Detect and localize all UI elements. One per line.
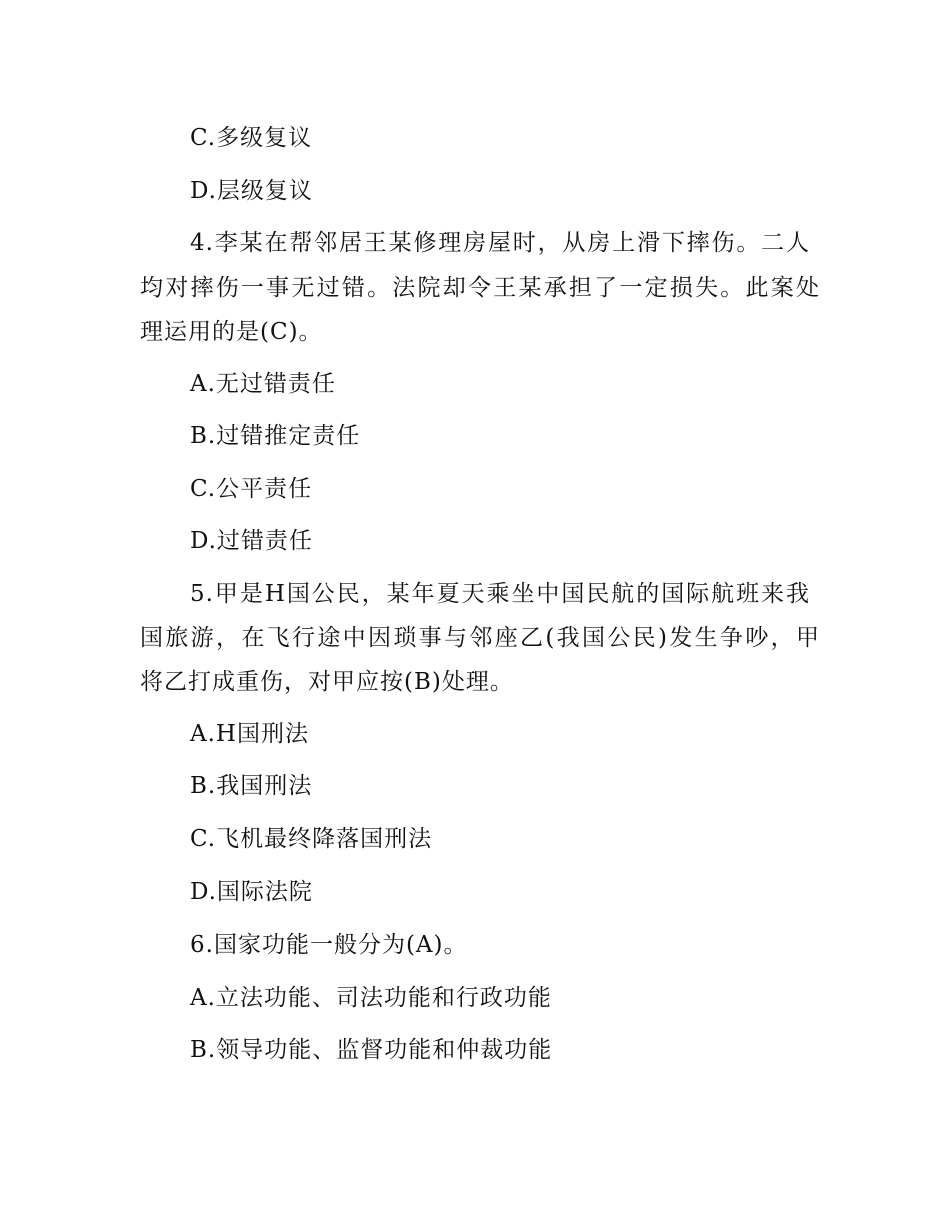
q5-option-a: A.H国刑法	[190, 721, 309, 747]
q5-option-b: B.我国刑法	[190, 773, 313, 799]
q4-stem-line-3: 理运用的是(C)。	[140, 319, 323, 345]
q3-option-d: D.层级复议	[190, 178, 313, 204]
q3-option-c: C.多级复议	[190, 125, 313, 151]
q5-stem-line-3: 将乙打成重伤，对甲应按(B)处理。	[140, 669, 514, 695]
q5-stem-line-1: 5.甲是H国公民，某年夏天乘坐中国民航的国际航班来我	[190, 581, 810, 607]
q4-option-a: A.无过错责任	[190, 371, 336, 397]
q5-stem-line-2: 国旅游，在飞行途中因琐事与邻座乙(我国公民)发生争吵，甲	[140, 625, 820, 651]
q6-stem: 6.国家功能一般分为(A)。	[190, 932, 468, 958]
q4-option-b: B.过错推定责任	[190, 423, 361, 449]
q5-option-c: C.飞机最终降落国刑法	[190, 826, 433, 852]
q6-option-a: A.立法功能、司法功能和行政功能	[190, 985, 552, 1011]
q4-stem-line-1: 4.李某在帮邻居王某修理房屋时，从房上滑下摔伤。二人	[190, 230, 810, 256]
q4-option-d: D.过错责任	[190, 528, 313, 554]
q4-stem-line-2: 均对摔伤一事无过错。法院却令王某承担了一定损失。此案处	[140, 275, 820, 301]
q4-option-c: C.公平责任	[190, 476, 313, 502]
q5-option-d: D.国际法院	[190, 879, 313, 905]
q6-option-b: B.领导功能、监督功能和仲裁功能	[190, 1037, 553, 1063]
